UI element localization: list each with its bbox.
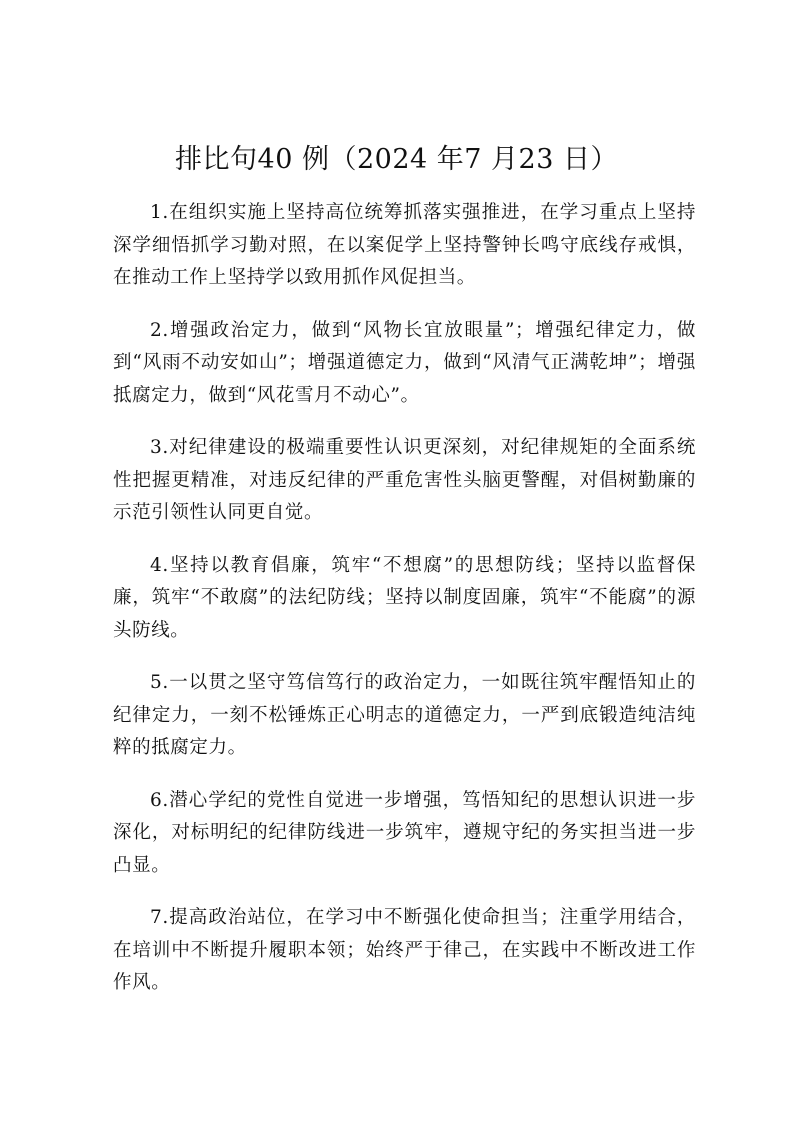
- paragraph-4: 4.坚持以教育倡廉，筑牢“不想腐”的思想防线；坚持以监督保廉，筑牢“不敢腐”的法纪防线；坚持以制度固廉，筑牢“不能腐”的源头防线。: [113, 554, 696, 641]
- document-title: 排比句40 例（2024 年7 月23 日）: [175, 144, 618, 175]
- paragraph-7: 7.提高政治站位，在学习中不断强化使命担当；注重学用结合，在培训中不断提升履职本领；始终严于律己，在实践中不断改进工作作风。: [113, 907, 696, 993]
- document-body: [113, 197, 696, 1020]
- paragraph-2: 2.增强政治定力，做到“风物长宜放眼量”；增强纪律定力，做到“风雨不动安如山”；增强道德定力，做到“风清气正满乾坤”；增强抵腐定力，做到“风花雪月不动心”。: [113, 319, 696, 406]
- paragraph-6: 6.潜心学纪的党性自觉进一步增强，笃悟知纪的思想认识进一步深化，对标明纪的纪律防线进一步筑牢，遵规守纪的务实担当进一步凸显。: [113, 789, 696, 876]
- paragraph-1: 1.在组织实施上坚持高位统筹抓落实强推进，在学习重点上坚持深学细悟抓学习勤对照，在以案促学上坚持警钟长鸣守底线存戒惧，在推动工作上坚持学以致用抓作风促担当。: [113, 202, 696, 288]
- paragraph-5: 5.一以贯之坚守笃信笃行的政治定力，一如既往筑牢醒悟知止的纪律定力，一刻不松锤炼正心明志的道德定力，一严到底锻造纯洁纯粹的抵腐定力。: [113, 672, 696, 758]
- paragraph-3: 3.对纪律建设的极端重要性认识更深刻，对纪律规矩的全面系统性把握更精准，对违反纪律的严重危害性头脑更警醒，对倡树勤廉的示范引领性认同更自觉。: [113, 437, 696, 523]
